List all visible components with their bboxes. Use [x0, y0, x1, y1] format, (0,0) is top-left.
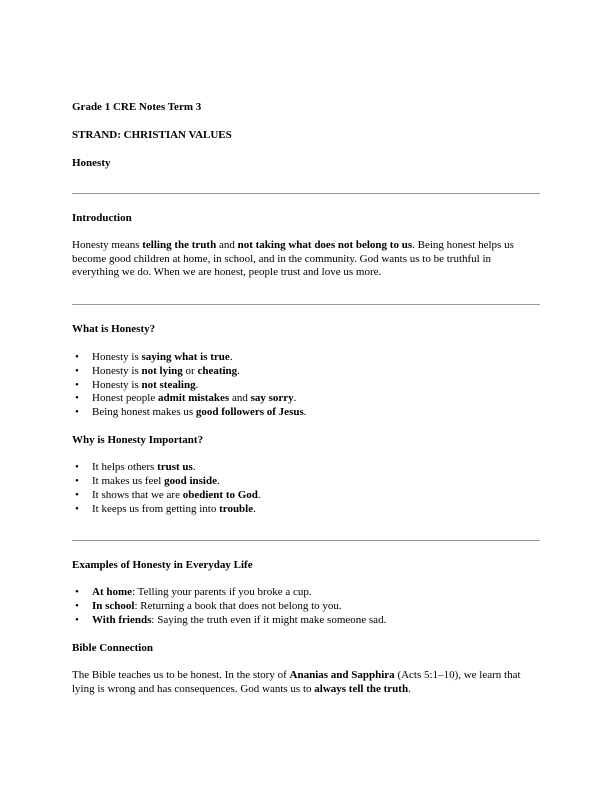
list-item: • It shows that we are obedient to God.: [92, 489, 261, 502]
introduction-paragraph: Honesty means telling the truth and not taking what does not belong to us. Being honest helps us become good children at home, in school, and in the community. God wants us to be truthful in everything we do. When we are honest, people trust and love us more.: [72, 239, 514, 279]
document-title: Grade 1 CRE Notes Term 3: [72, 101, 202, 113]
topic-heading: Honesty: [72, 157, 111, 169]
list-item: • It helps others trust us.: [92, 461, 196, 474]
divider: [72, 540, 540, 541]
divider: [72, 193, 540, 194]
bible-connection-heading: Bible Connection: [72, 642, 153, 654]
list-item: • Honesty is not stealing.: [92, 379, 198, 392]
list-item: • It keeps us from getting into trouble.: [92, 503, 256, 516]
list-item: • Being honest makes us good followers of Jesus.: [92, 406, 307, 419]
list-item: • With friends: Saying the truth even if it might make someone sad.: [92, 614, 386, 627]
introduction-heading: Introduction: [72, 212, 132, 224]
list-item: • In school: Returning a book that does not belong to you.: [92, 600, 342, 613]
list-item: • Honest people admit mistakes and say sorry.: [92, 392, 296, 405]
examples-heading: Examples of Honesty in Everyday Life: [72, 559, 253, 571]
what-is-honesty-heading: What is Honesty?: [72, 323, 156, 335]
list-item: • At home: Telling your parents if you broke a cup.: [92, 586, 312, 599]
divider: [72, 304, 540, 305]
bible-connection-paragraph: The Bible teaches us to be honest. In the story of Ananias and Sapphira (Acts 5:1–10), we learn that lying is wrong and has consequences. God wants us to always tell the truth.: [72, 669, 521, 695]
strand-heading: STRAND: CHRISTIAN VALUES: [72, 129, 232, 141]
why-important-heading: Why is Honesty Important?: [72, 434, 204, 446]
list-item: • Honesty is saying what is true.: [92, 351, 233, 364]
list-item: • It makes us feel good inside.: [92, 475, 220, 488]
list-item: • Honesty is not lying or cheating.: [92, 365, 240, 378]
